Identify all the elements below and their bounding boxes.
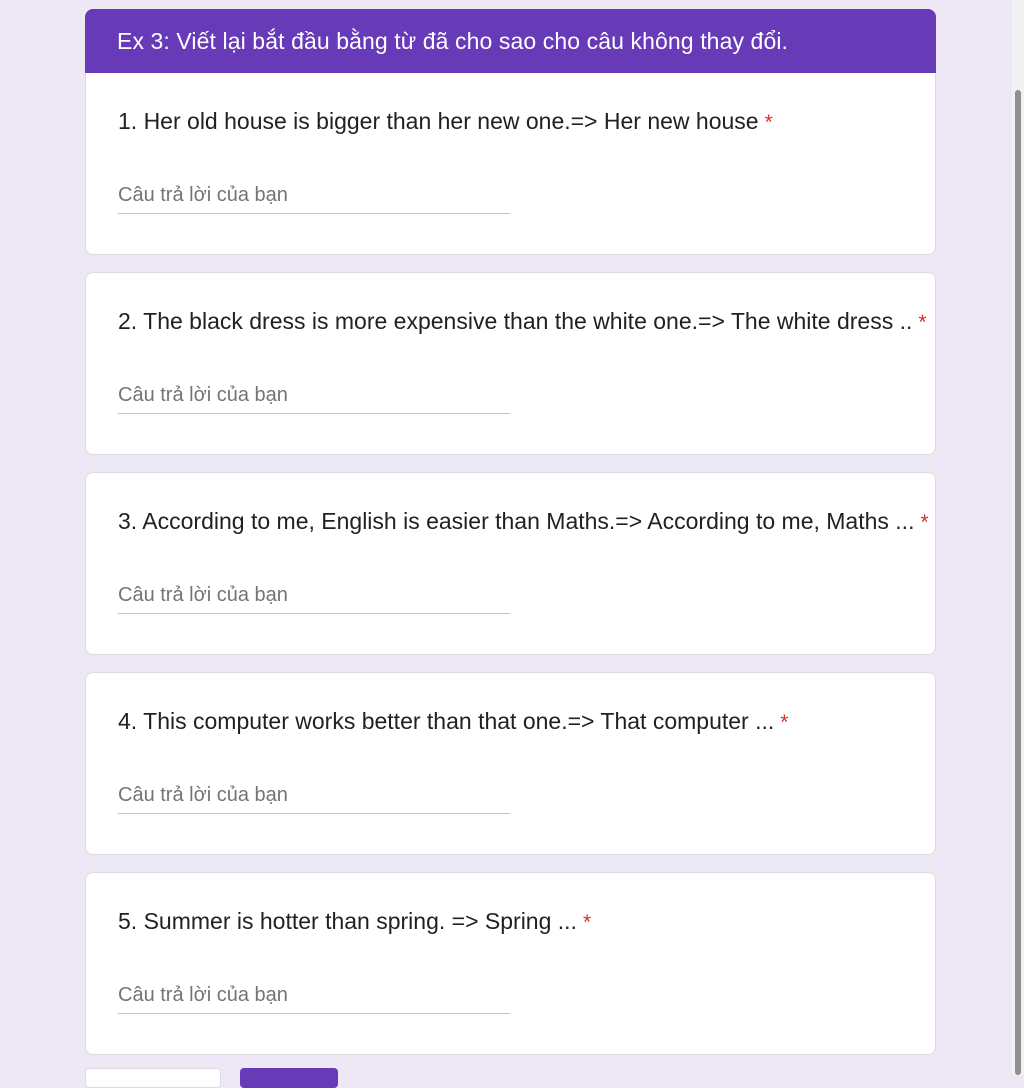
required-asterisk: * (918, 311, 927, 334)
required-asterisk: * (764, 111, 773, 134)
back-button[interactable] (85, 1068, 221, 1088)
required-asterisk: * (780, 711, 789, 734)
answer-input-3[interactable] (118, 579, 510, 611)
answer-field-wrapper (118, 579, 510, 614)
answer-input-4[interactable] (118, 779, 510, 811)
answer-input-5[interactable] (118, 979, 510, 1011)
answer-field-wrapper (118, 779, 510, 814)
question-text: 2. The black dress is more expensive than the white one.=> The white dress .. (118, 308, 913, 334)
question-card-3 (85, 472, 936, 655)
question-card-2 (85, 272, 936, 455)
question-title (118, 707, 903, 737)
section-title: Ex 3: Viết lại bắt đầu bằng từ đã cho sao cho câu không thay đổi. (117, 27, 789, 54)
form-container (85, 9, 936, 1055)
question-title (118, 507, 929, 537)
question-text: 4. This computer works better than that one.=> That computer ... (118, 708, 775, 734)
question-text: 5. Summer is hotter than spring. => Spring ... (118, 908, 577, 934)
next-button[interactable] (240, 1068, 338, 1088)
question-title (118, 107, 903, 137)
form-navigation (85, 1068, 345, 1075)
scrollbar-thumb[interactable] (1015, 90, 1021, 1075)
answer-field-wrapper (118, 979, 510, 1014)
question-text: 1. Her old house is bigger than her new one.=> Her new house (118, 108, 759, 134)
question-title (118, 907, 903, 937)
question-card-1 (85, 73, 936, 255)
required-asterisk: * (920, 511, 929, 534)
answer-input-1[interactable] (118, 179, 510, 211)
answer-field-wrapper (118, 179, 510, 214)
question-card-4 (85, 672, 936, 855)
question-text: 3. According to me, English is easier than Maths.=> According to me, Maths ... (118, 508, 915, 534)
answer-input-2[interactable] (118, 379, 510, 411)
question-card-5 (85, 872, 936, 1055)
required-asterisk: * (582, 911, 592, 934)
section-header (85, 9, 936, 73)
answer-field-wrapper (118, 379, 510, 414)
scrollbar-track[interactable] (1012, 0, 1024, 1075)
question-title (118, 307, 927, 337)
